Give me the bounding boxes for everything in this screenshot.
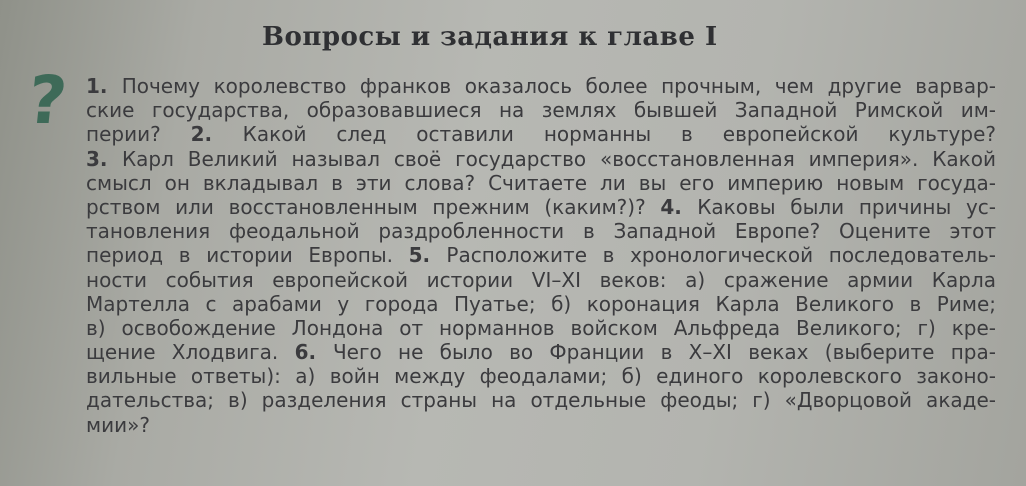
- question-text: Чего не было во Франции в X–XI веках (выберите пра-: [332, 340, 996, 365]
- question-text: ности события европейской истории VI–XI веков: а) сражение армии Карла: [86, 267, 996, 292]
- text-line: [86, 292, 996, 316]
- question-text: вильные ответы): а) войн между феодалами; б) единого королевского законо-: [86, 364, 996, 389]
- question-text: ские государства, образовавшиеся на землях бывшей Западной Римской им-: [86, 98, 996, 123]
- question-number: 2.: [190, 122, 243, 147]
- question-mark-glyph: ?: [23, 62, 71, 139]
- question-number: 6.: [294, 340, 333, 365]
- text-line: [86, 74, 996, 98]
- question-text: период в истории Европы.: [86, 243, 409, 268]
- questions-text-block: [86, 74, 996, 437]
- text-line: [86, 98, 996, 122]
- question-number: 3.: [86, 146, 122, 171]
- question-text: Какой след оставили норманны в европейской культуре?: [242, 122, 996, 147]
- text-line: [86, 171, 996, 195]
- question-text: смысл он вкладывал в эти слова? Считаете ли вы его империю новым госуда-: [86, 170, 996, 195]
- question-text: мии»?: [86, 412, 150, 437]
- question-text: тановления феодальной раздробленности в Западной Европе? Оцените этот: [86, 219, 996, 244]
- question-number: 1.: [86, 74, 122, 98]
- question-text: рством или восстановленным прежним (каким?)?: [86, 194, 661, 219]
- question-text: Мартелла с арабами у города Пуатье; б) коронация Карла Великого в Риме;: [86, 291, 996, 316]
- question-number: 4.: [660, 194, 698, 219]
- text-line: [86, 243, 996, 267]
- text-line: [86, 388, 996, 412]
- text-line: [86, 364, 996, 388]
- text-line: [86, 195, 996, 219]
- question-text: щение Хлодвига.: [86, 340, 295, 365]
- question-text: дательства; в) разделения страны на отдельные феоды; г) «Дворцовой акаде-: [86, 388, 996, 413]
- text-line: [86, 122, 996, 146]
- question-text: Расположите в хронологической последователь-: [446, 243, 996, 268]
- text-line: [86, 219, 996, 243]
- question-text: перии?: [86, 122, 191, 147]
- question-number: 5.: [408, 243, 447, 268]
- question-text: Почему королевство франков оказалось более прочным, чем другие варвар-: [121, 74, 996, 98]
- text-line: [86, 316, 996, 340]
- text-line: [86, 268, 996, 292]
- text-line: [86, 147, 996, 171]
- question-text: в) освобождение Лондона от норманнов войском Альфреда Великого; г) кре-: [86, 315, 996, 340]
- text-line: [86, 340, 996, 364]
- question-text: Каковы были причины ус-: [697, 194, 996, 219]
- question-mark-icon: [22, 62, 72, 139]
- question-text: Карл Великий называл своё государство «восстановленная империя». Какой: [121, 146, 996, 171]
- chapter-questions-heading: Вопросы и задания к главе I: [262, 22, 718, 52]
- text-line: [86, 413, 996, 437]
